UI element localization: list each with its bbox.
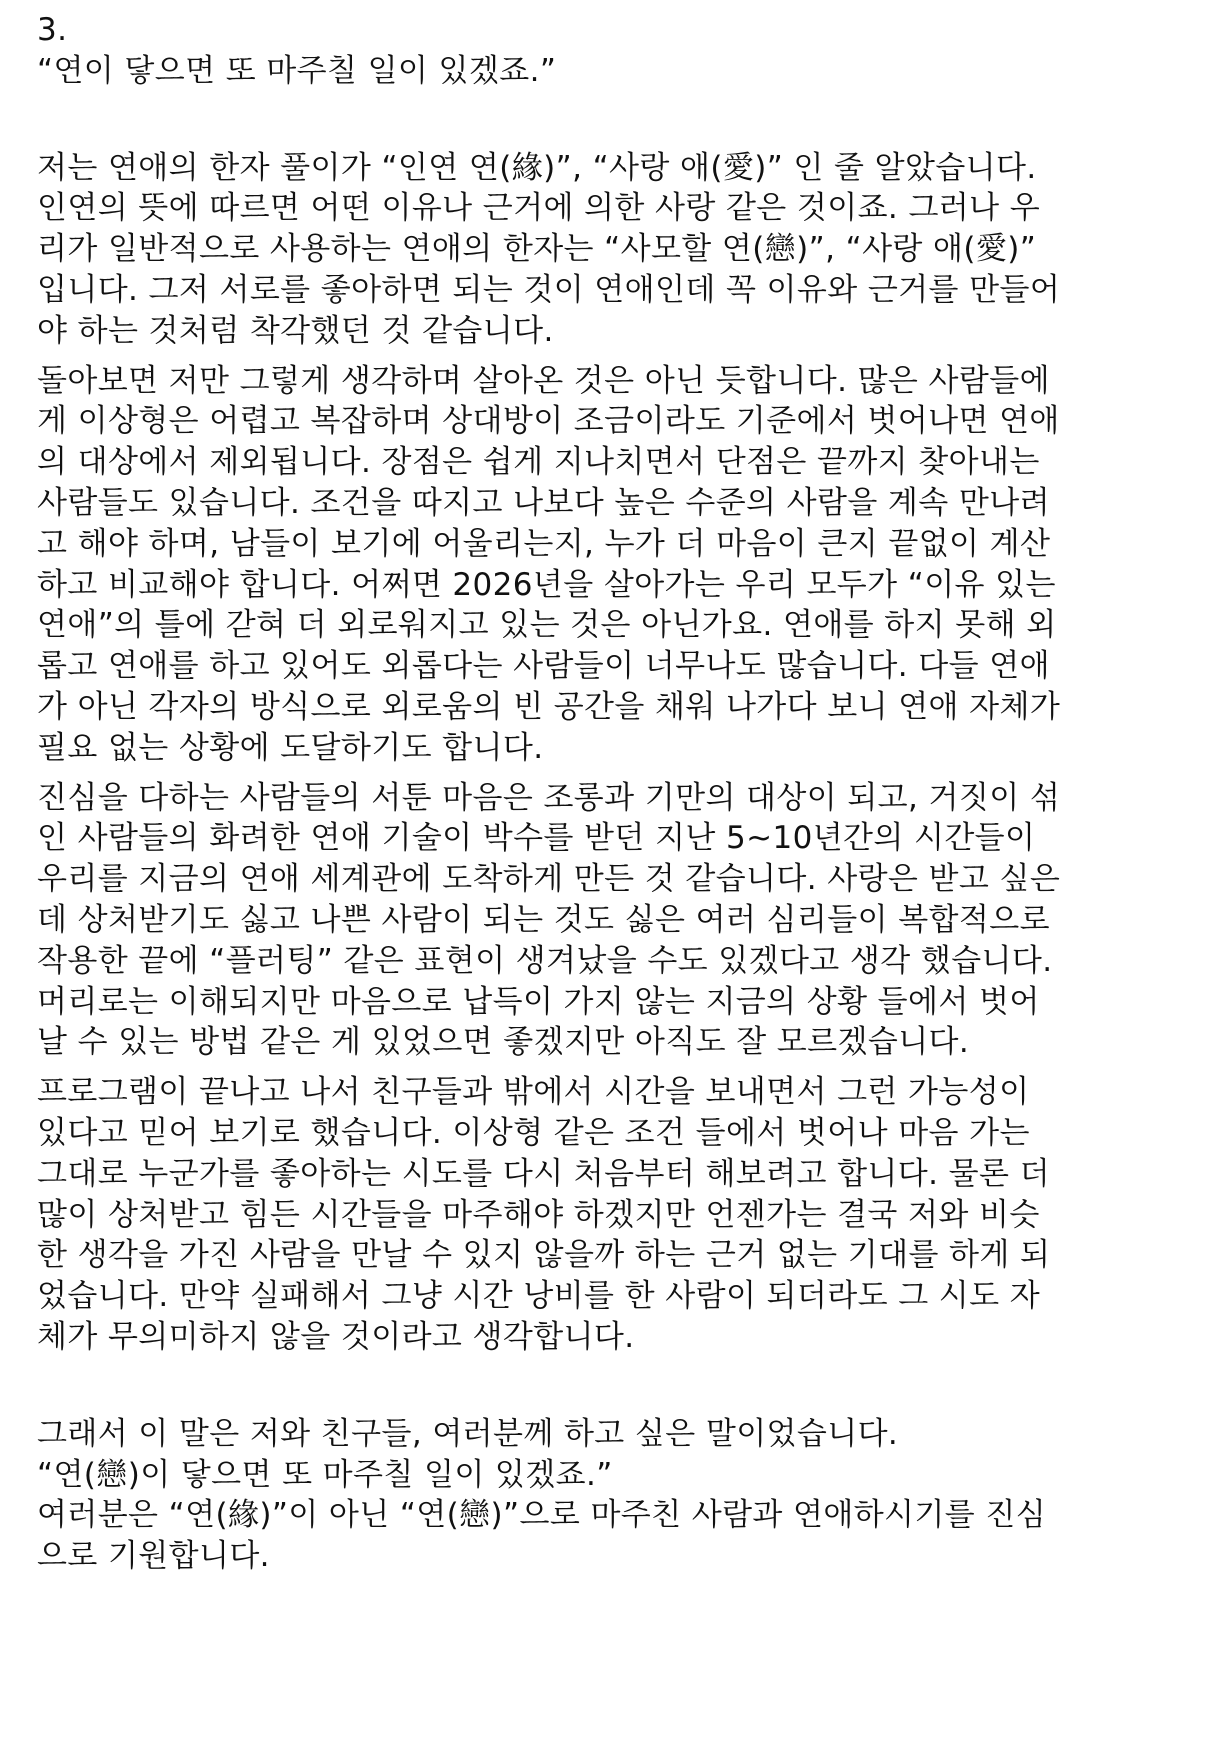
text-line: 그래서 이 말은 저와 친구들, 여러분께 하고 싶은 말이었습니다. <box>37 1415 899 1452</box>
text-line: 머리로는 이해되지만 마음으로 납득이 가지 않는 지금의 상황 들에서 벗어 <box>37 983 1040 1020</box>
text-line: 입니다. 그저 서로를 좋아하면 되는 것이 연애인데 꼭 이유와 근거를 만들어 <box>37 271 1061 308</box>
text-line: 날 수 있는 방법 같은 게 있었으면 좋겠지만 아직도 잘 모르겠습니다. <box>37 1024 970 1061</box>
text-line: 하고 비교해야 합니다. 어쩌면 2026년을 살아가는 우리 모두가 “이유 있는 <box>37 566 1056 603</box>
heading-quote: “연이 닿으면 또 마주칠 일이 있겠죠.” <box>37 52 557 89</box>
section-number: 3. <box>37 12 68 48</box>
paragraph-gap <box>37 1063 1187 1072</box>
heading <box>37 10 1187 92</box>
text-line: 돌아보면 저만 그렇게 생각하며 살아온 것은 아닌 듯합니다. 많은 사람들에 <box>37 362 1050 399</box>
text-line: 가 아닌 각자의 방식으로 외로움의 빈 공간을 채워 나가다 보니 연애 자체가 <box>37 688 1061 725</box>
text-line: 리가 일반적으로 사용하는 연애의 한자는 “사모할 연(戀)”, “사랑 애(愛)” <box>37 231 1037 268</box>
text-line: 야 하는 것처럼 착각했던 것 같습니다. <box>37 312 554 349</box>
text-line: 의 대상에서 제외됩니다. 장점은 쉽게 지나치면서 단점은 끝까지 찾아내는 <box>37 444 1040 481</box>
closing-quote: “연(戀)이 닿으면 또 마주칠 일이 있겠죠.” <box>37 1456 613 1493</box>
text-line: 많이 상처받고 힘든 시간들을 마주해야 하겠지만 언젠가는 결국 저와 비슷 <box>37 1196 1040 1233</box>
text-line: 체가 무의미하지 않을 것이라고 생각합니다. <box>37 1318 635 1355</box>
text-line: 인연의 뜻에 따르면 어떤 이유나 근거에 의한 사랑 같은 것이죠. 그러나 우 <box>37 190 1041 227</box>
closing-paragraph <box>37 1414 1187 1577</box>
paragraph-2 <box>37 361 1187 769</box>
paragraph-3 <box>37 778 1187 1064</box>
text-line: 한 생각을 가진 사람을 만날 수 있지 않을까 하는 근거 없는 기대를 하게 되 <box>37 1237 1051 1274</box>
text-line: 우리를 지금의 연애 세계관에 도착하게 만든 것 같습니다. 사랑은 받고 싶은 <box>37 861 1061 898</box>
spacer <box>37 92 1187 148</box>
text-line: 었습니다. 만약 실패해서 그냥 시간 낭비를 한 사람이 되더라도 그 시도 자 <box>37 1278 1041 1315</box>
text-line: 연애”의 틀에 갇혀 더 외로워지고 있는 것은 아닌가요. 연애를 하지 못해 외 <box>37 607 1057 644</box>
text-line: 으로 기원합니다. <box>37 1538 270 1575</box>
text-line: 그대로 누군가를 좋아하는 시도를 다시 처음부터 해보려고 합니다. 물론 더 <box>37 1155 1050 1192</box>
text-line: 있다고 믿어 보기로 했습니다. 이상형 같은 조건 들에서 벗어나 마음 가는 <box>37 1114 1030 1151</box>
document-body <box>37 10 1187 1577</box>
text-line: 게 이상형은 어렵고 복잡하며 상대방이 조금이라도 기준에서 벗어나면 연애 <box>37 403 1060 440</box>
text-line: 저는 연애의 한자 풀이가 “인연 연(緣)”, “사랑 애(愛)” 인 줄 알았습니다. <box>37 149 1037 186</box>
paragraph-gap <box>37 352 1187 361</box>
text-line: 인 사람들의 화려한 연애 기술이 박수를 받던 지난 5~10년간의 시간들이 <box>37 820 1036 857</box>
text-line: 진심을 다하는 사람들의 서툰 마음은 조롱과 기만의 대상이 되고, 거짓이 섞 <box>37 779 1061 816</box>
text-line: 롭고 연애를 하고 있어도 외롭다는 사람들이 너무나도 많습니다. 다들 연애 <box>37 648 1050 685</box>
paragraph-gap <box>37 769 1187 778</box>
paragraph-4 <box>37 1072 1187 1358</box>
text-line: 필요 없는 상황에 도달하기도 합니다. <box>37 729 544 766</box>
spacer <box>37 1358 1187 1414</box>
text-line: 고 해야 하며, 남들이 보기에 어울리는지, 누가 더 마음이 큰지 끝없이 계산 <box>37 525 1051 562</box>
text-line: 작용한 끝에 “플러팅” 같은 표현이 생겨났을 수도 있겠다고 생각 했습니다. <box>37 942 1053 979</box>
text-line: 데 상처받기도 싫고 나쁜 사람이 되는 것도 싫은 여러 심리들이 복합적으로 <box>37 901 1050 938</box>
text-line: 여러분은 “연(緣)”이 아닌 “연(戀)”으로 마주친 사람과 연애하시기를 진심 <box>37 1497 1047 1534</box>
paragraph-1 <box>37 148 1187 352</box>
text-line: 프로그램이 끝나고 나서 친구들과 밖에서 시간을 보내면서 그런 가능성이 <box>37 1074 1030 1111</box>
text-line: 사람들도 있습니다. 조건을 따지고 나보다 높은 수준의 사람을 계속 만나려 <box>37 484 1050 521</box>
